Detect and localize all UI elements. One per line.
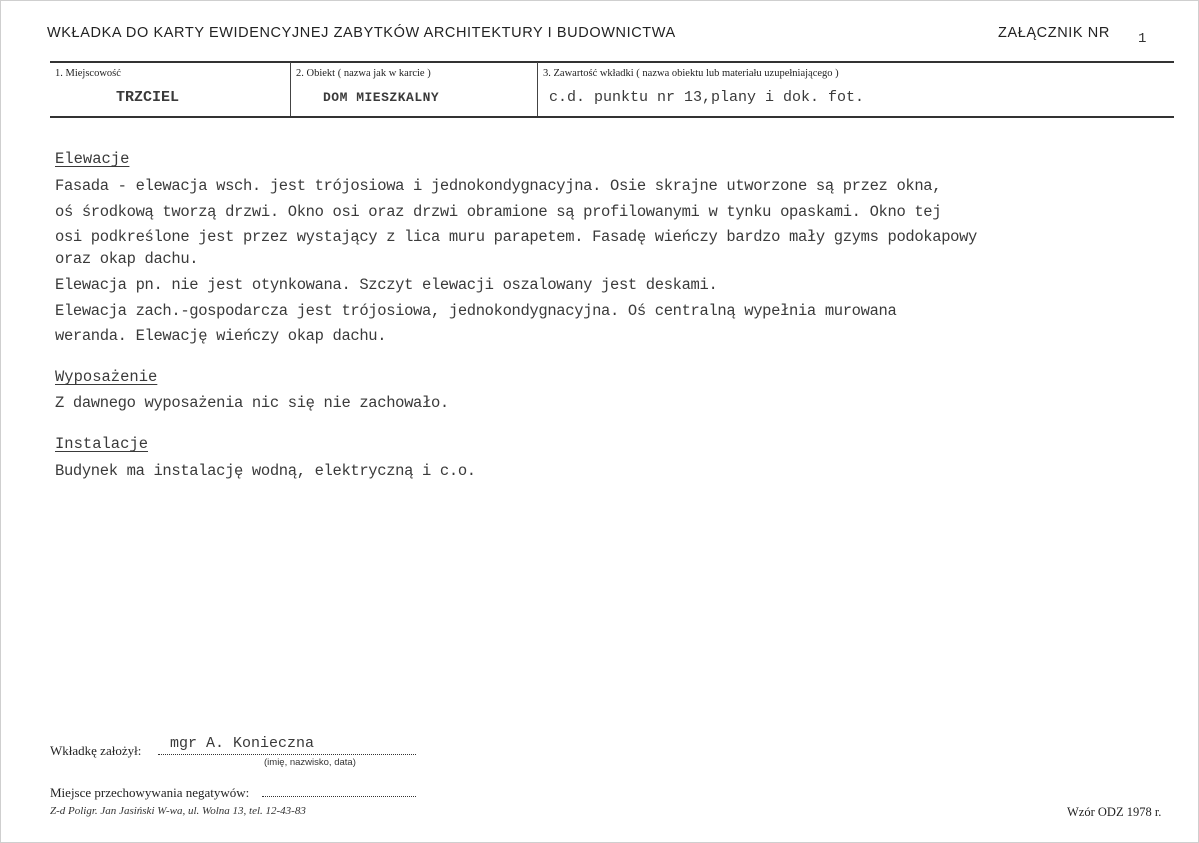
section-heading-elewacje: Elewacje bbox=[55, 150, 130, 168]
founder-value: mgr A. Konieczna bbox=[170, 735, 315, 752]
field-value-object: DOM MIESZKALNY bbox=[323, 90, 440, 105]
section-line: Elewacja zach.-gospodarcza jest trójosiowa, jednokondygnacyjna. Oś centralną wypełnia murowana bbox=[55, 302, 897, 320]
section-heading-wyposazenie: Wyposażenie bbox=[55, 368, 158, 386]
field-label-contents: 3. Zawartość wkładki ( nazwa obiektu lub materiału uzupełniającego ) bbox=[543, 68, 839, 79]
annex-label: ZAŁĄCZNIK NR bbox=[998, 25, 1110, 41]
section-line: Elewacja pn. nie jest otynkowana. Szczyt elewacji oszalowany jest deskami. bbox=[55, 276, 718, 294]
negatives-label: Miejsce przechowywania negatywów: bbox=[50, 785, 250, 800]
section-line: oraz okap dachu. bbox=[55, 250, 199, 268]
field-value-locality: TRZCIEL bbox=[116, 89, 180, 106]
section-line: oś środkową tworzą drzwi. Okno osi oraz drzwi obramione są profilowanymi w tynku opaskami. Okno tej bbox=[55, 203, 942, 221]
section-line: Budynek ma instalację wodną, elektryczną i c.o. bbox=[55, 462, 476, 480]
field-label-object: 2. Obiekt ( nazwa jak w karcie ) bbox=[296, 68, 431, 79]
form-identifier: Wzór ODZ 1978 r. bbox=[1067, 805, 1162, 819]
section-line: Z dawnego wyposażenia nic się nie zachowało. bbox=[55, 394, 449, 412]
annex-number: 1 bbox=[1138, 31, 1147, 47]
section-heading-instalacje: Instalacje bbox=[55, 435, 149, 453]
founder-label: Wkładkę założył: bbox=[50, 743, 142, 758]
field-label-locality: 1. Miejscowość bbox=[55, 68, 121, 79]
form-title: WKŁADKA DO KARTY EWIDENCYJNEJ ZABYTKÓW ARCHITEKTURY I BUDOWNICTWA bbox=[47, 25, 676, 41]
header-rule-bottom bbox=[50, 116, 1174, 118]
printer-imprint: Z-d Poligr. Jan Jasiński W-wa, ul. Wolna 13, tel. 12-43-83 bbox=[50, 805, 306, 817]
founder-dotted-line bbox=[158, 754, 416, 755]
section-line: Fasada - elewacja wsch. jest trójosiowa i jednokondygnacyjna. Osie skrajne utworzone są przez okna, bbox=[55, 177, 942, 195]
column-divider bbox=[290, 62, 291, 117]
founder-hint: (imię, nazwisko, data) bbox=[264, 757, 356, 768]
column-divider bbox=[537, 62, 538, 117]
section-line: weranda. Elewację wieńczy okap dachu. bbox=[55, 327, 387, 345]
field-value-contents: c.d. punktu nr 13,plany i dok. fot. bbox=[549, 89, 865, 106]
header-rule-top bbox=[50, 61, 1174, 63]
section-line: osi podkreślone jest przez wystający z lica muru parapetem. Fasadę wieńczy bardzo mały gzyms podokapowy bbox=[55, 228, 978, 246]
negatives-dotted-line bbox=[262, 796, 416, 797]
